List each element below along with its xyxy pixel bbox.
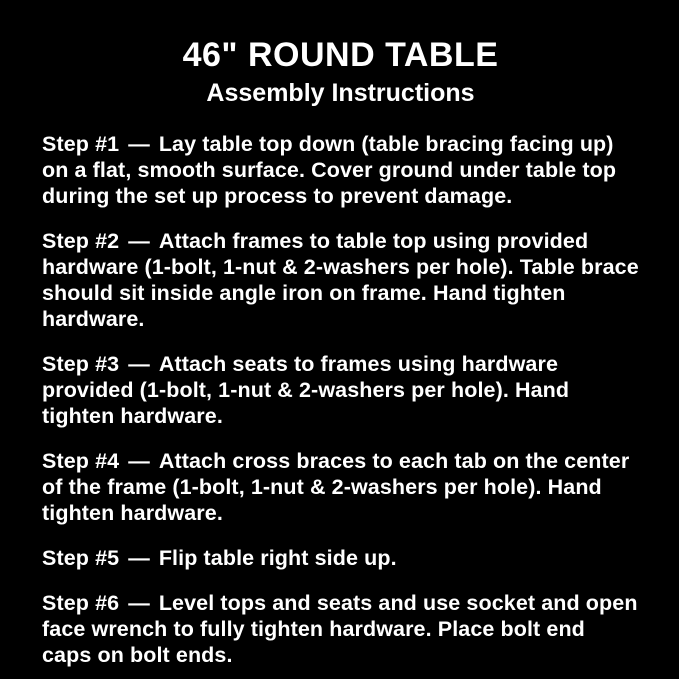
step-paragraph-1 [42,131,639,209]
step-text: Attach frames to table top using provided hardware (1-bolt, 1-nut & 2-washers per hole). Table brace should sit inside angle iron on frame. Hand tighten hardware. [42,229,639,331]
step-label: Step #2 [42,229,120,253]
step-label: Step #1 [42,132,120,156]
step-dash-separator: — [128,352,150,376]
steps-list [42,131,639,668]
step-label: Step #6 [42,591,120,615]
page-title: 46" ROUND TABLE [182,36,499,74]
step-dash-separator: — [128,591,150,615]
step-text: Attach seats to frames using hardware provided (1-bolt, 1-nut & 2-washers per hole). Hand tighten hardware. [42,352,570,428]
step-dash-separator: — [128,449,150,473]
step-label: Step #3 [42,352,120,376]
step-text: Attach cross braces to each tab on the center of the frame (1-bolt, 1-nut & 2-washers per hole). Hand tighten hardware. [42,449,630,525]
page-subtitle: Assembly Instructions [206,79,475,107]
step-label: Step #4 [42,449,120,473]
step-dash-separator: — [128,546,150,570]
step-paragraph-4 [42,448,639,526]
step-text: Flip table right side up. [158,546,397,570]
step-paragraph-3 [42,351,639,429]
step-paragraph-2 [42,228,639,332]
step-dash-separator: — [128,132,150,156]
step-label: Step #5 [42,546,120,570]
step-text: Lay table top down (table bracing facing up) on a flat, smooth surface. Cover ground under table top during the set up process to prevent damage. [42,132,617,208]
step-paragraph-6 [42,590,639,668]
step-text: Level tops and seats and use socket and open face wrench to fully tighten hardware. Place bolt end caps on bolt ends. [42,591,638,667]
step-dash-separator: — [128,229,150,253]
step-paragraph-5 [42,545,639,571]
